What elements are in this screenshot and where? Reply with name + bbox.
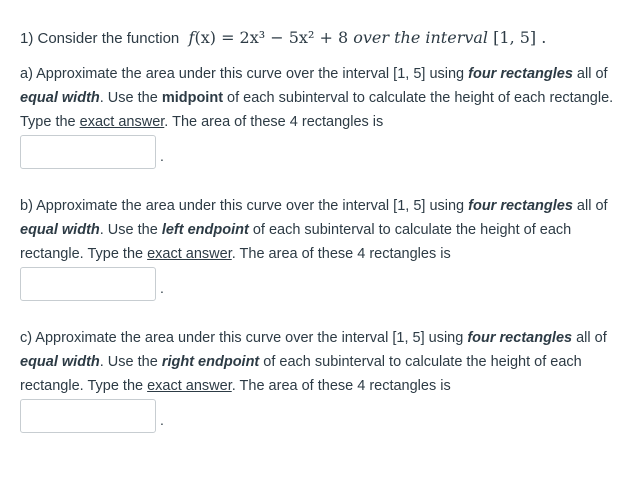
part-b-text: b) Approximate the area under this curve over the interval [1, 5] using (20, 198, 469, 214)
function-expression (183, 28, 546, 47)
part-b-exact-answer: exact answer (147, 246, 232, 262)
part-a-text: . The area of these 4 rectangles is (164, 114, 384, 130)
part-c-text: . The area of these 4 rectangles is (231, 378, 451, 394)
part-a-emphasis-width: equal width (20, 90, 100, 106)
function-interval: [1, 5] (493, 28, 537, 47)
part-c-text: of each subinterval to calculate the height of each rectangle. Type the (20, 354, 582, 394)
part-c-text: c) Approximate the area under this curve over the interval [1, 5] using (20, 330, 468, 346)
part-c-suffix: . (160, 412, 164, 428)
part-b-text: of each subinterval to calculate the height of each rectangle. Type the (20, 222, 572, 262)
function-body: = 2x³ − 5x² + 8 (221, 28, 349, 47)
part-c-emphasis-method: right endpoint (161, 354, 260, 370)
part-a-text: all of (572, 66, 608, 82)
part-c-prompt (20, 326, 620, 398)
part-a-exact-answer: exact answer (79, 114, 165, 130)
part-a-text: a) Approximate the area under this curve over the interval [1, 5] using (20, 66, 469, 82)
part-b-emphasis-count: four rectangles (468, 198, 573, 214)
part-b-text: . Use the (99, 222, 162, 238)
part-b-suffix: . (160, 280, 164, 296)
part-b-prompt (20, 194, 620, 266)
part-a-answer-input[interactable] (20, 135, 156, 169)
part-c-text: . Use the (99, 354, 162, 370)
function-args: (x) (194, 28, 216, 47)
part-c-emphasis-width: equal width (20, 354, 100, 370)
part-a-emphasis-method: midpoint (161, 90, 224, 106)
part-c-exact-answer: exact answer (147, 378, 232, 394)
part-c-answer-input[interactable] (20, 399, 156, 433)
part-b-emphasis-width: equal width (20, 222, 100, 238)
part-b-text: all of (572, 198, 608, 214)
question-header (20, 28, 546, 47)
question-intro: 1) Consider the function (20, 30, 180, 47)
function-end: . (541, 28, 547, 47)
part-a-text: of each subinterval to calculate the height of each rectangle. Type the (20, 90, 614, 130)
part-b-emphasis-method: left endpoint (161, 222, 249, 238)
part-b-answer-input[interactable] (20, 267, 156, 301)
part-c-emphasis-count: four rectangles (467, 330, 573, 346)
part-b-text: . The area of these 4 rectangles is (231, 246, 451, 262)
function-name: f (188, 28, 195, 47)
part-a-suffix: . (160, 148, 164, 164)
part-a-emphasis-count: four rectangles (468, 66, 573, 82)
part-c-text: all of (572, 330, 607, 346)
function-over-text: over the interval (353, 28, 489, 47)
part-a-prompt (20, 62, 620, 134)
part-a-text: . Use the (99, 90, 162, 106)
